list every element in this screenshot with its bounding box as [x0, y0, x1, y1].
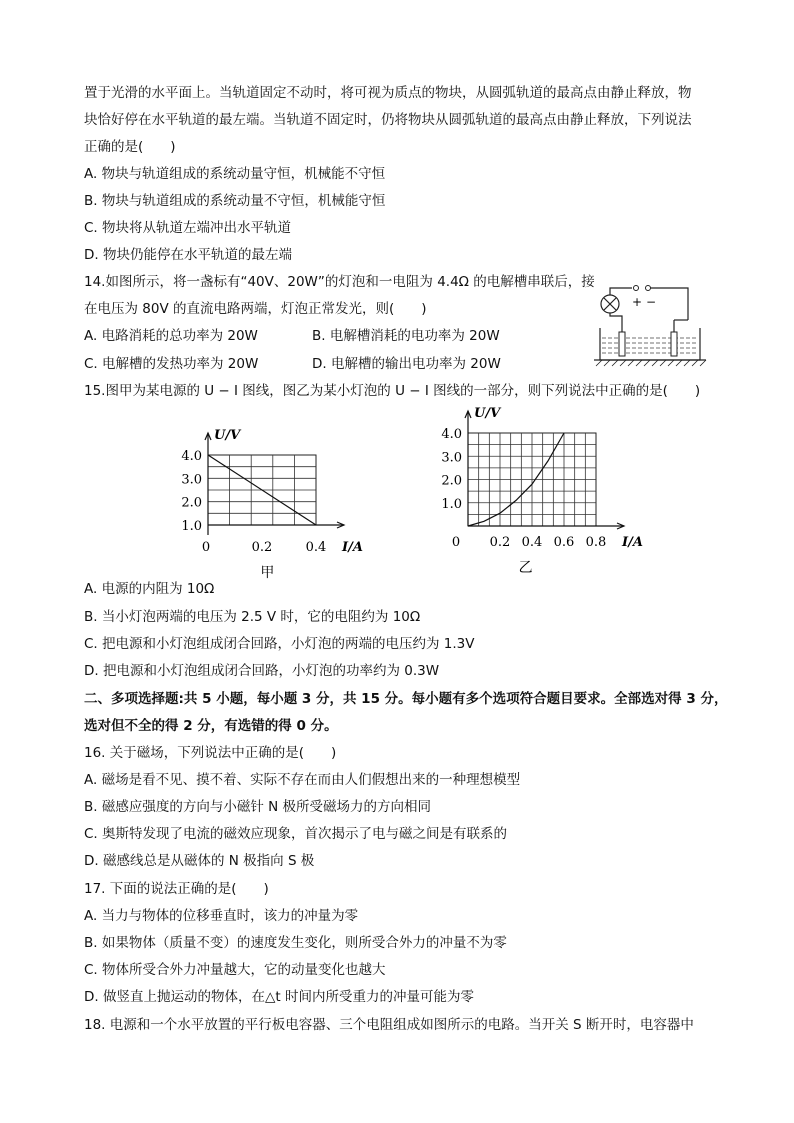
q15-line1: 15.图甲为某电源的 U − I 图线，图乙为某小灯泡的 U − I 图线的一部分，则下列说法中正确的是( ) — [84, 383, 701, 399]
q13-option-d: D. 物块仍能停在水平轨道的最左端 — [84, 247, 292, 263]
q17-option-d: D. 做竖直上抛运动的物体，在△t 时间内所受重力的冲量可能为零 — [84, 989, 474, 1005]
q13-line1: 置于光滑的水平面上。当轨道固定不动时，将可视为质点的物块，从圆弧轨道的最高点由静止释放，物 — [84, 85, 692, 101]
y-tick-label: 3.0 — [441, 450, 462, 466]
x-tick-label: 0.2 — [251, 540, 273, 555]
y-tick-label: 2.0 — [181, 495, 202, 511]
y-tick-label: 1.0 — [441, 496, 462, 512]
plus-sign: + — [632, 295, 643, 309]
y-tick-label: 3.0 — [181, 472, 202, 488]
q13-option-c: C. 物块将从轨道左端冲出水平轨道 — [84, 220, 292, 236]
q15-option-d: D. 把电源和小灯泡组成闭合回路，小灯泡的功率约为 0.3W — [84, 663, 440, 679]
minus-sign: − — [646, 295, 657, 309]
q16-option-b: B. 磁感应强度的方向与小磁针 N 极所受磁场力的方向相同 — [84, 799, 432, 815]
origin-label: 0 — [451, 535, 461, 550]
q13-line2: 块恰好停在水平轨道的最左端。当轨道不固定时，仍将物块从圆弧轨道的最高点由静止释放，下列说法 — [84, 112, 692, 128]
q15-option-b: B. 当小灯泡两端的电压为 2.5 V 时，它的电阻约为 10Ω — [84, 609, 421, 625]
x-tick-label: 0.4 — [305, 540, 327, 555]
y-axis-label: U/V — [474, 406, 501, 421]
y-tick-label: 4.0 — [181, 449, 202, 464]
q13-option-a: A. 物块与轨道组成的系统动量守恒，机械能不守恒 — [84, 166, 386, 182]
q14-line2: 在电压为 80V 的直流电路两端，灯泡正常发光，则( ) — [84, 301, 427, 317]
x-axis-label: I/A — [622, 535, 643, 550]
x-tick-label: 0.6 — [553, 535, 575, 550]
chart-yi — [420, 406, 643, 576]
x-axis-label: I/A — [342, 540, 363, 555]
q15-option-a: A. 电源的内阻为 10Ω — [84, 581, 215, 597]
q13-line3: 正确的是( ) — [84, 139, 176, 155]
q17-option-b: B. 如果物体（质量不变）的速度发生变化，则所受合外力的冲量不为零 — [84, 935, 507, 951]
y-tick-label: 2.0 — [441, 473, 462, 489]
section2-heading-line2: 选对但不全的得 2 分，有选错的得 0 分。 — [84, 718, 338, 734]
x-tick-label: 0.8 — [585, 535, 607, 550]
chart-title: 甲 — [260, 565, 275, 581]
section2-heading-line1: 二、多项选择题:共 5 小题，每小题 3 分，共 15 分。每小题有多个选项符合题目要求。全部选对得 3 分， — [84, 691, 728, 707]
q14-option-d: D. 电解槽的输出电功率为 20W — [312, 356, 501, 372]
q16-option-d: D. 磁感线总是从磁体的 N 极指向 S 极 — [84, 853, 315, 869]
y-tick-label: 4.0 — [441, 427, 462, 442]
q14-line1: 14.如图所示，将一盏标有“40V、20W”的灯泡和一电阻为 4.4Ω 的电解槽串联后，接 — [84, 274, 595, 290]
q14-option-b: B. 电解槽消耗的电功率为 20W — [312, 328, 500, 344]
y-tick-label: 1.0 — [181, 519, 202, 534]
q14-circuit-diagram — [592, 280, 712, 372]
q14-option-a: A. 电路消耗的总功率为 20W — [84, 328, 258, 344]
q17-stem: 17. 下面的说法正确的是( ) — [84, 881, 269, 897]
origin-label: 0 — [201, 540, 211, 555]
y-axis-label: U/V — [214, 428, 241, 443]
q15-option-c: C. 把电源和小灯泡组成闭合回路，小灯泡的两端的电压约为 1.3V — [84, 636, 475, 652]
lamp-icon — [601, 295, 619, 313]
x-tick-label: 0.4 — [521, 535, 543, 550]
q16-option-a: A. 磁场是看不见、摸不着、实际不存在而由人们假想出来的一种理想模型 — [84, 772, 521, 788]
electrolytic-tank — [594, 328, 706, 366]
q13-option-b: B. 物块与轨道组成的系统动量不守恒，机械能守恒 — [84, 193, 386, 209]
q16-stem: 16. 关于磁场，下列说法中正确的是( ) — [84, 745, 337, 761]
chart-jia — [170, 415, 370, 581]
q17-option-a: A. 当力与物体的位移垂直时，该力的冲量为零 — [84, 908, 359, 924]
chart-title: 乙 — [518, 560, 533, 576]
q17-option-c: C. 物体所受合外力冲量越大，它的动量变化也越大 — [84, 962, 386, 978]
q14-option-c: C. 电解槽的发热功率为 20W — [84, 356, 259, 372]
q16-option-c: C. 奥斯特发现了电流的磁效应现象，首次揭示了电与磁之间是有联系的 — [84, 826, 508, 842]
x-tick-label: 0.2 — [489, 535, 511, 550]
q18-stem: 18. 电源和一个水平放置的平行板电容器、三个电阻组成如图所示的电路。当开关 S 断开时，电容器中 — [84, 1017, 694, 1033]
